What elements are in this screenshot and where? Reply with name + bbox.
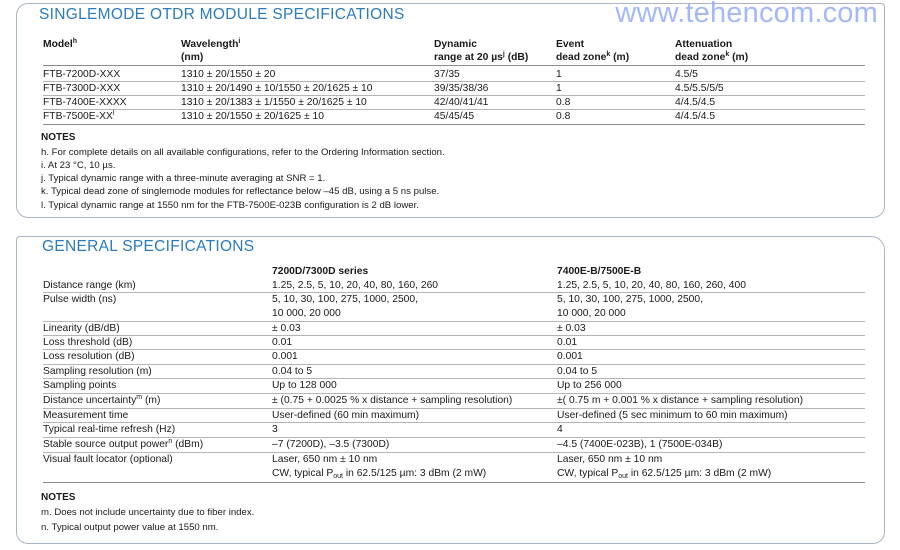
singlemode-specs-title: SINGLEMODE OTDR MODULE SPECIFICATIONS bbox=[39, 6, 405, 23]
spec-value-col2: 0.01 bbox=[557, 337, 578, 348]
table-row-attenuation: 4/4.5/4.5 bbox=[675, 97, 716, 108]
general-specs-panel bbox=[16, 236, 885, 544]
spec-value-col2: 0.04 to 5 bbox=[557, 366, 598, 377]
spec-value-col2: 0.001 bbox=[557, 351, 583, 362]
spec-label: Sampling resolution (m) bbox=[43, 366, 152, 377]
general-specs-title: GENERAL SPECIFICATIONS bbox=[42, 238, 255, 255]
singlemode-specs-panel bbox=[16, 3, 885, 218]
table-row-dynamic: 39/35/38/36 bbox=[434, 83, 489, 94]
spec-value-col1: 1.25, 2.5, 5, 10, 20, 40, 80, 160, 260 bbox=[272, 280, 439, 291]
row-divider bbox=[43, 335, 865, 336]
spec-value-col1: 5, 10, 30, 100, 275, 1000, 2500, bbox=[272, 294, 418, 305]
notes-heading: NOTES bbox=[41, 132, 76, 143]
spec-value-col1: 0.01 bbox=[272, 337, 293, 348]
spec-value-col1-line2: CW, typical $P_{out}$ in 62.5/125 µm: 3 dBm (2 mW) bbox=[272, 468, 487, 480]
table-row-model: FTB-7400E-XXXX bbox=[43, 97, 127, 108]
spec-value-col2: 5, 10, 30, 100, 275, 1000, 2500, bbox=[557, 294, 703, 305]
spec-value-col1: 0.001 bbox=[272, 351, 298, 362]
header-wavelength-unit: (nm) bbox=[181, 52, 204, 63]
table-row-event: 0.8 bbox=[556, 97, 571, 108]
spec-value-col2: –4.5 (7400E-023B), 1 (7500E-034B) bbox=[557, 439, 723, 450]
spec-value-col1: 3 bbox=[272, 424, 278, 435]
spec-value-col2: Laser, 650 nm ± 10 nm bbox=[557, 454, 663, 465]
table-bottom-rule bbox=[43, 124, 865, 125]
header-dynamic: Dynamic bbox=[434, 39, 477, 50]
notes-heading: NOTES bbox=[41, 492, 76, 503]
header-wavelength: Wavelength$^i$ bbox=[181, 38, 241, 50]
spec-value-col2: 1.25, 2.5, 5, 10, 20, 40, 80, 160, 260, 400 bbox=[557, 280, 746, 291]
table-row-event: 1 bbox=[556, 83, 562, 94]
table-row-event: 1 bbox=[556, 69, 562, 80]
table-row-attenuation: 4.5/5.5/5/5 bbox=[675, 83, 724, 94]
spec-value-col2-line2: 10 000, 20 000 bbox=[557, 308, 626, 319]
note-k: k. Typical dead zone of singlemode modules for reflectance below –45 dB, using a 5 ns pulse. bbox=[41, 186, 440, 197]
spec-label: Distance range (km) bbox=[43, 280, 136, 291]
note-h: h. For complete details on all available configurations, refer to the Ordering Information section. bbox=[41, 147, 445, 158]
spec-label: Stable source output power$^n$ (dBm) bbox=[43, 438, 204, 450]
header-event: Event bbox=[556, 39, 585, 50]
spec-label: Loss resolution (dB) bbox=[43, 351, 135, 362]
table-row-dynamic: 42/40/41/41 bbox=[434, 97, 489, 108]
header-7400e-7500e: 7400E-B/7500E-B bbox=[557, 266, 642, 277]
spec-value-col2: User-defined (5 sec minimum to 60 min maximum) bbox=[557, 410, 788, 421]
row-divider bbox=[43, 292, 865, 293]
table-row-wavelength: 1310 ± 20/1383 ± 1/1550 ± 20/1625 ± 10 bbox=[181, 97, 367, 108]
table-row-model: FTB-7200D-XXX bbox=[43, 69, 121, 80]
spec-label: Typical real-time refresh (Hz) bbox=[43, 424, 176, 435]
table-divider bbox=[43, 65, 865, 66]
spec-value-col2: ±( 0.75 m + 0.001 % x distance + sampling resolution) bbox=[557, 395, 804, 406]
header-model: Model$^h$ bbox=[43, 38, 78, 50]
watermark: www.tehencom.com bbox=[615, 0, 878, 29]
table-row-wavelength: 1310 ± 20/1490 ± 10/1550 ± 20/1625 ± 10 bbox=[181, 83, 373, 94]
spec-value-col1: ± 0.03 bbox=[272, 323, 301, 334]
table-row-model: FTB-$7500E-XX^l$ bbox=[43, 110, 115, 122]
header-event-line2: dead zone$^k$ (m) bbox=[556, 51, 630, 63]
spec-label: Measurement time bbox=[43, 410, 129, 421]
table-row-event: 0.8 bbox=[556, 111, 571, 122]
spec-value-col2: Up to 256 000 bbox=[557, 380, 622, 391]
table-row-attenuation: 4/4.5/4.5 bbox=[675, 111, 716, 122]
spec-value-col1: User-defined (60 min maximum) bbox=[272, 410, 420, 421]
note-l: l. Typical dynamic range at 1550 nm for the FTB-7500E-023B configuration is 2 dB lower. bbox=[41, 200, 419, 211]
spec-label: Linearity (dB/dB) bbox=[43, 323, 120, 334]
header-attenuation: Attenuation bbox=[675, 39, 733, 50]
table-bottom-rule bbox=[43, 482, 865, 483]
table-row-wavelength: 1310 ± 20/1550 ± 20 bbox=[181, 69, 276, 80]
spec-label: Pulse width (ns) bbox=[43, 294, 117, 305]
table-row-dynamic: 45/45/45 bbox=[434, 111, 475, 122]
note-m: m. Does not include uncertainty due to fiber index. bbox=[41, 507, 255, 518]
spec-label: Visual fault locator (optional) bbox=[43, 454, 173, 465]
note-j: j. Typical dynamic range with a three-minute averaging at SNR = 1. bbox=[41, 173, 326, 184]
header-attenuation-line2: dead zone$^k$ (m) bbox=[675, 51, 749, 63]
spec-value-col2: 4 bbox=[557, 424, 563, 435]
header-7200d-7300d: 7200D/7300D series bbox=[272, 266, 369, 277]
table-row-attenuation: 4.5/5 bbox=[675, 69, 698, 80]
header-dynamic-line2: range at 20 µs$^j$ (dB) bbox=[434, 51, 529, 63]
spec-value-col1: ± (0.75 + 0.0025 % x distance + sampling resolution) bbox=[272, 395, 513, 406]
note-i: i. At 23 °C, 10 µs. bbox=[41, 160, 116, 171]
table-row-wavelength: 1310 ± 20/1550 ± 20/1625 ± 10 bbox=[181, 111, 324, 122]
spec-value-col1: Up to 128 000 bbox=[272, 380, 337, 391]
spec-label: Distance uncertainty$^m$ (m) bbox=[43, 394, 161, 406]
row-divider bbox=[43, 378, 865, 379]
spec-value-col1: Laser, 650 nm ± 10 nm bbox=[272, 454, 378, 465]
row-divider bbox=[43, 321, 865, 322]
spec-value-col1-line2: 10 000, 20 000 bbox=[272, 308, 341, 319]
spec-value-col1: 0.04 to 5 bbox=[272, 366, 313, 377]
spec-label: Sampling points bbox=[43, 380, 117, 391]
spec-value-col2: ± 0.03 bbox=[557, 323, 586, 334]
row-divider bbox=[43, 349, 865, 350]
spec-value-col2-line2: CW, typical $P_{out}$ in 62.5/125 µm: 3 dBm (2 mW) bbox=[557, 468, 772, 480]
row-divider bbox=[43, 364, 865, 365]
table-row-dynamic: 37/35 bbox=[434, 69, 460, 80]
spec-value-col1: –7 (7200D), –3.5 (7300D) bbox=[272, 439, 390, 450]
table-row-model: FTB-7300D-XXX bbox=[43, 83, 121, 94]
spec-label: Loss threshold (dB) bbox=[43, 337, 133, 348]
note-n: n. Typical output power value at 1550 nm. bbox=[41, 522, 219, 533]
